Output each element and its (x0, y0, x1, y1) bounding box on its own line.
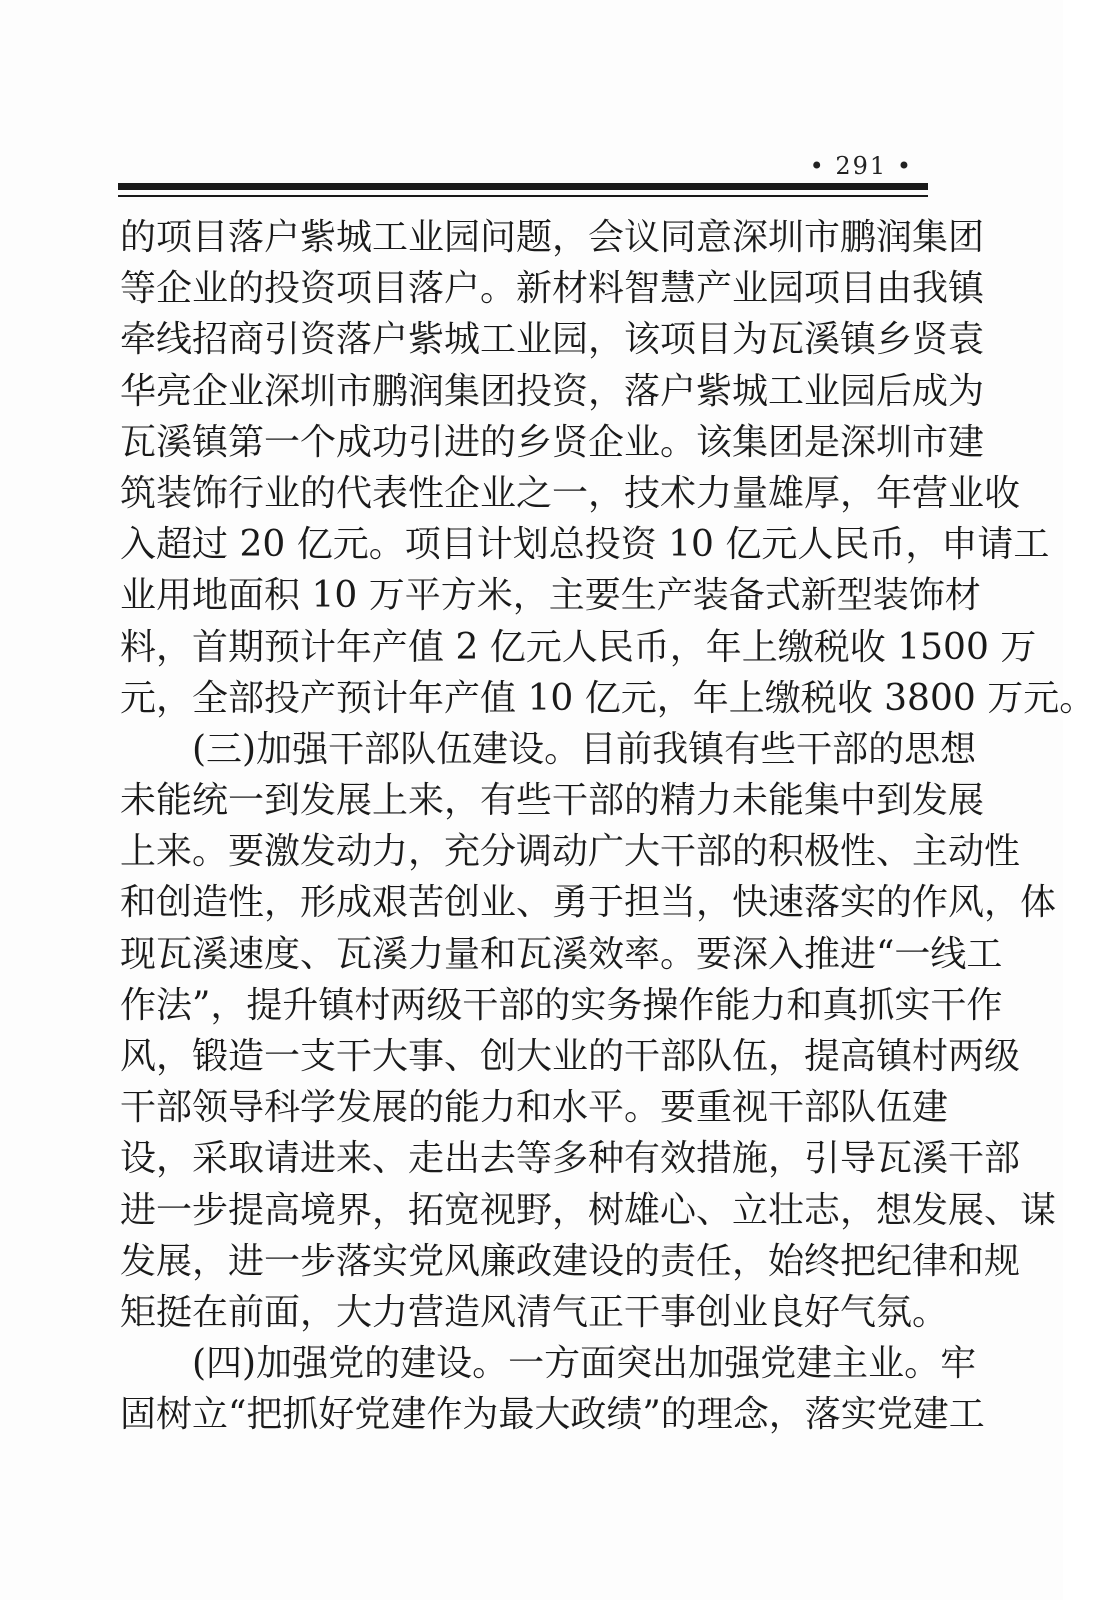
text-line: 上来。要激发动力，充分调动广大干部的积极性、主动性 (120, 831, 1021, 873)
body-text (120, 212, 1095, 1441)
text-line: (三)加强干部队伍建设。目前我镇有些干部的思想 (192, 728, 977, 770)
text-line: 瓦溪镇第一个成功引进的乡贤企业。该集团是深圳市建 (120, 421, 985, 463)
text-line: 作法”，提升镇村两级干部的实务操作能力和真抓实干作 (120, 984, 1003, 1026)
text-line: 牵线招商引资落户紫城工业园，该项目为瓦溪镇乡贤袁 (120, 319, 985, 361)
text-line: 矩挺在前面，大力营造风清气正干事创业良好气氛。 (120, 1291, 949, 1333)
text-line: 设，采取请进来、走出去等多种有效措施，引导瓦溪干部 (120, 1138, 1021, 1180)
page-number: • 291 • (809, 152, 913, 180)
text-line: 入超过 20 亿元。项目计划总投资 10 亿元人民币，申请工 (120, 524, 1050, 566)
text-line: 业用地面积 10 万平方米，主要生产装备式新型装饰材 (120, 575, 981, 617)
text-line: 的项目落户紫城工业园问题，会议同意深圳市鹏润集团 (120, 217, 985, 258)
text-line: 和创造性，形成艰苦创业、勇于担当，快速落实的作风，体 (120, 882, 1057, 924)
text-line: 固树立“把抓好党建作为最大政绩”的理念，落实党建工 (120, 1394, 985, 1436)
text-line: 现瓦溪速度、瓦溪力量和瓦溪效率。要深入推进“一线工 (120, 933, 1003, 975)
text-line: 发展，进一步落实党风廉政建设的责任，始终把纪律和规 (120, 1240, 1021, 1282)
text-line: (四)加强党的建设。一方面突出加强党建主业。牢 (192, 1343, 977, 1385)
text-line: 未能统一到发展上来，有些干部的精力未能集中到发展 (120, 780, 985, 822)
text-line: 筑装饰行业的代表性企业之一，技术力量雄厚，年营业收 (120, 472, 1021, 514)
text-line: 料，首期预计年产值 2 亿元人民币，年上缴税收 1500 万 (120, 626, 1037, 668)
header-rule-thin (118, 195, 928, 197)
text-line: 等企业的投资项目落户。新材料智慧产业园项目由我镇 (120, 268, 985, 310)
text-line: 干部领导科学发展的能力和水平。要重视干部队伍建 (120, 1087, 949, 1129)
text-line: 进一步提高境界，拓宽视野，树雄心、立壮志，想发展、谋 (120, 1189, 1057, 1231)
header-rule-thick (118, 183, 928, 190)
text-line: 华亮企业深圳市鹏润集团投资，落户紫城工业园后成为 (120, 370, 985, 412)
text-line: 元，全部投产预计年产值 10 亿元，年上缴税收 3800 万元。 (120, 677, 1095, 719)
text-line: 风，锻造一支干大事、创大业的干部队伍，提高镇村两级 (120, 1036, 1021, 1077)
